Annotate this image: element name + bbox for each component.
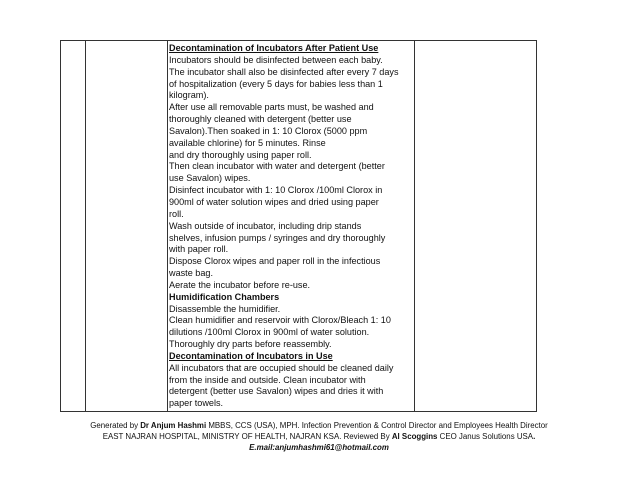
text-line: shelves, infusion pumps / syringes and dry thoroughly: [169, 232, 386, 243]
footer-period: .: [533, 432, 536, 441]
column-divider-2: [167, 41, 168, 411]
text-line: use Savalon) wipes.: [169, 173, 251, 184]
footer-email: E.mail:anjumhashmi61@hotmail.com: [249, 443, 389, 452]
text-line: Then clean incubator with water and detergent (better: [169, 161, 385, 172]
text-line: detergent (better use Savalon) wipes and dries it with: [169, 386, 384, 397]
text-line: After use all removable parts must, be washed and: [169, 102, 374, 113]
text-line: Dispose Clorox wipes and paper roll in the infectious: [169, 256, 381, 267]
text-line: Clean humidifier and reservoir with Clorox/Bleach 1: 10: [169, 315, 391, 326]
text-line: Disinfect incubator with 1: 10 Clorox /100ml Clorox in: [169, 185, 383, 196]
footer-generated-by: Generated by: [90, 421, 141, 430]
text-line: The incubator shall also be disinfected after every 7 days: [169, 66, 399, 77]
text-line: All incubators that are occupied should be cleaned daily: [169, 362, 394, 373]
text-line: dilutions /100ml Clorox in 900ml of water solution.: [169, 327, 370, 338]
text-line: kilogram).: [169, 90, 209, 101]
text-line: from the inside and outside. Clean incubator with: [169, 374, 366, 385]
text-line: Wash outside of incubator, including drip stands: [169, 220, 362, 231]
procedure-table: [60, 40, 537, 412]
column-divider-1: [85, 41, 86, 411]
text-line: with paper roll.: [169, 244, 229, 255]
section-heading: Humidification Chambers: [169, 291, 280, 302]
text-line: paper towels.: [169, 398, 224, 409]
footer-reviewer: Al Scoggins: [391, 432, 438, 441]
footer-author: Dr Anjum Hashmi: [140, 421, 207, 430]
section-heading: Decontamination of Incubators in Use: [169, 350, 333, 361]
text-line: Incubators should be disinfected between each baby.: [169, 54, 383, 65]
text-line: roll.: [169, 208, 184, 219]
footer-line-2: [0, 431, 638, 442]
footer-author-credentials: MBBS, CCS (USA), MPH. Infection Prevention & Control Director and Employees Health Director: [206, 421, 548, 430]
text-line: and dry thoroughly using paper roll.: [169, 149, 312, 160]
text-line: of hospitalization (every 5 days for babies less than 1: [169, 78, 383, 89]
text-line: Disassemble the humidifier.: [169, 303, 281, 314]
procedure-cell-text: [169, 43, 413, 410]
section-heading: Decontamination of Incubators After Patient Use: [169, 43, 379, 53]
footer-line-1: [0, 420, 638, 431]
text-line: available chlorine) for 5 minutes. Rinse: [169, 137, 326, 148]
text-line: Aerate the incubator before re-use.: [169, 279, 311, 290]
text-line: waste bag.: [169, 268, 213, 279]
text-line: Thoroughly dry parts before reassembly.: [169, 339, 332, 350]
text-line: 900ml of water solution wipes and dried using paper: [169, 196, 379, 207]
text-line: thoroughly cleaned with detergent (better use: [169, 114, 352, 125]
footer-reviewer-title: CEO Janus Solutions USA: [437, 432, 534, 441]
column-divider-3: [414, 41, 415, 411]
text-line: Savalon).Then soaked in 1: 10 Clorox (5000 ppm: [169, 125, 368, 136]
footer-hospital: EAST NAJRAN HOSPITAL, MINISTRY OF HEALTH, NAJRAN KSA. Reviewed By: [102, 432, 392, 441]
page-footer: [0, 420, 638, 453]
